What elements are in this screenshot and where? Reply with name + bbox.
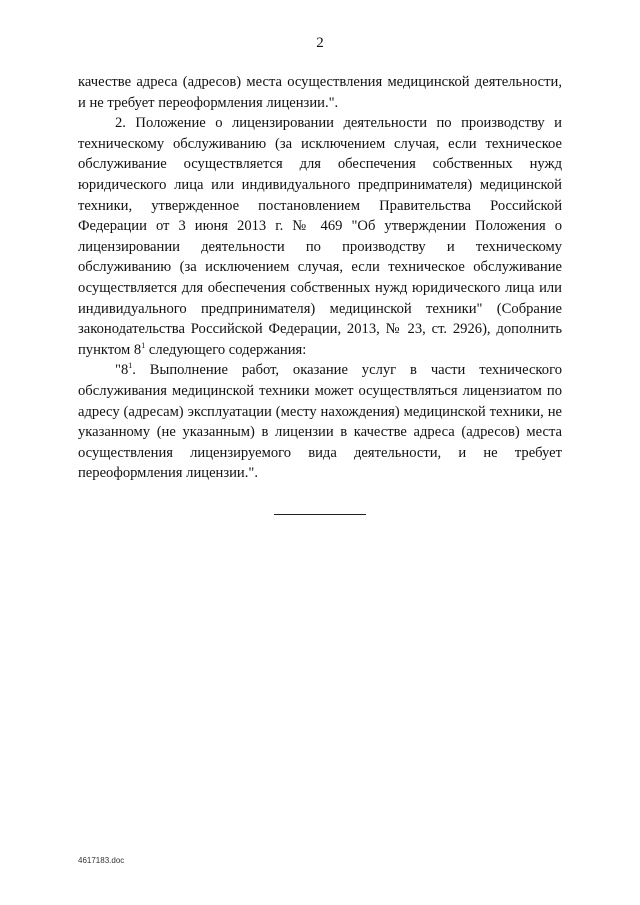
end-separator-line (274, 514, 366, 515)
item-2-text: 2. Положение о лицензировании деятельности по производству и техническому обслуживанию (за исключением случая, если техническое обслуживание осуществляется для обеспечения собственных нужд юридического лица или индивидуального предпринимателя) медицинской техники, утвержденное постановлением Правительства Российской Федерации от 3 июня 2013 г. № 469 "Об утверждении Положения о лицензировании деятельности по производству и техническому обслуживанию (за исключением случая, если техническое обслуживание осуществляется для обеспечения собственных нужд юридического лица или индивидуального предпринимателя) медицинской техники" (Собрание законодательства Российской Федерации, 2013, № 23, ст. 2926), дополнить пунктом 8 (78, 115, 562, 358)
item-2-text-end: следующего содержания: (145, 341, 307, 358)
quoted-clause-superscript: 1 (128, 361, 133, 371)
page-number: 2 (316, 35, 324, 51)
paragraph-item-2 (78, 113, 562, 360)
document-body (78, 72, 562, 484)
paragraph-quoted-clause (78, 360, 562, 484)
paragraph-continuation: качестве адреса (адресов) места осуществления медицинской деятельности, и не требует переоформления лицензии.". (78, 74, 562, 111)
file-identifier: 4617183.doc (78, 856, 125, 865)
item-2-superscript: 1 (141, 340, 146, 350)
quoted-clause-number: "8 (115, 362, 129, 379)
quoted-clause-text: . Выполнение работ, оказание услуг в части технического обслуживания медицинской техники может осуществляться лицензиатом по адресу (адресам) эксплуатации (месту нахождения) медицинской техники, не указанному (не указанным) в лицензии в качестве адреса (адресов) места осуществления лицензируемого вида деятельности, и не требует переоформления лицензии.". (78, 362, 562, 482)
